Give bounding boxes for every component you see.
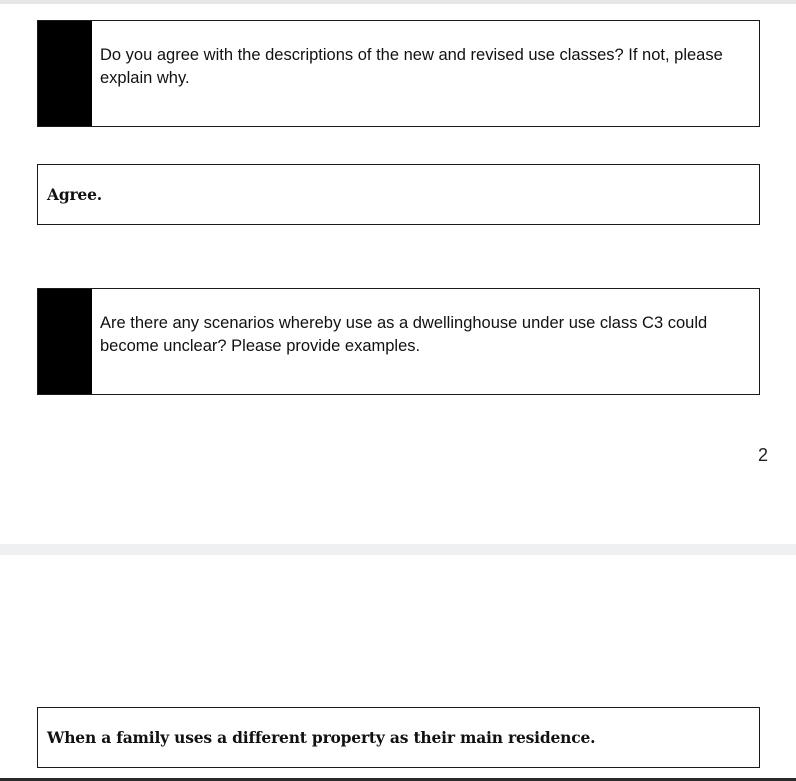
answer-text-1: Agree. (47, 185, 102, 204)
answer-box-1 (37, 164, 760, 225)
answer-box-2 (37, 707, 760, 768)
question-box-1 (37, 20, 760, 127)
page-number: 2 (757, 445, 768, 465)
question-marker (38, 21, 92, 126)
question-text-2: Are there any scenarios whereby use as a dwellinghouse under use class C3 could become unclear? Please provide examples. (100, 314, 708, 355)
question-marker (38, 289, 92, 394)
question-text-1: Do you agree with the descriptions of the new and revised use classes? If not, please explain why. (100, 46, 723, 87)
answer-text-2: When a family uses a different property as their main residence. (47, 728, 596, 747)
document-page-2 (0, 555, 796, 781)
question-box-2 (37, 288, 760, 395)
